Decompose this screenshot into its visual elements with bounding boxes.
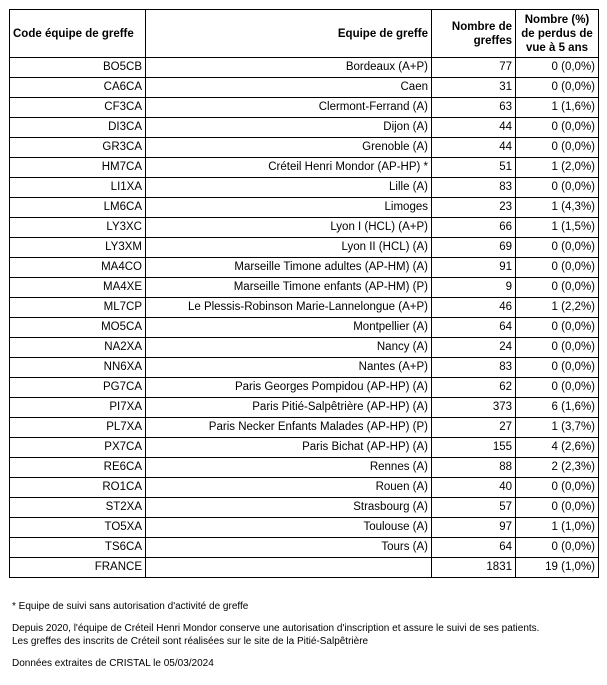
cell-code: RE6CA [10,458,146,478]
cell-count: 155 [432,438,516,458]
total-team [146,558,432,578]
cell-code: MA4XE [10,278,146,298]
header-lost: Nombre (%) de perdus de vue à 5 ans [516,10,599,58]
cell-code: PG7CA [10,378,146,398]
cell-lost: 4 (2,6%) [516,438,599,458]
table-body [10,58,599,558]
table-row [10,438,599,458]
cell-code: ML7CP [10,298,146,318]
cell-count: 24 [432,338,516,358]
cell-code: ST2XA [10,498,146,518]
footnote-creteil-1: Depuis 2020, l'équipe de Créteil Henri Mondor conserve une autorisation d'inscription et assure le suivi de ses patients. [12,623,540,634]
footnote-source: Données extraites de CRISTAL le 05/03/2024 [12,658,214,669]
cell-team: Clermont-Ferrand (A) [146,98,432,118]
table-row [10,418,599,438]
total-lost: 19 (1,0%) [516,558,599,578]
table-row [10,358,599,378]
header-team: Equipe de greffe [146,10,432,58]
cell-count: 83 [432,178,516,198]
cell-lost: 0 (0,0%) [516,138,599,158]
cell-code: RO1CA [10,478,146,498]
header-count: Nombre de greffes [432,10,516,58]
table-row [10,78,599,98]
cell-code: MO5CA [10,318,146,338]
cell-lost: 1 (2,2%) [516,298,599,318]
total-row [10,558,599,578]
cell-code: PX7CA [10,438,146,458]
table-row [10,138,599,158]
cell-code: PI7XA [10,398,146,418]
cell-team: Lille (A) [146,178,432,198]
table-row [10,98,599,118]
cell-lost: 1 (1,5%) [516,218,599,238]
cell-count: 66 [432,218,516,238]
cell-team: Toulouse (A) [146,518,432,538]
cell-team: Rennes (A) [146,458,432,478]
cell-count: 88 [432,458,516,478]
cell-code: LY3XM [10,238,146,258]
cell-lost: 2 (2,3%) [516,458,599,478]
table-row [10,118,599,138]
table-row [10,58,599,78]
transplant-table [9,9,599,578]
table-row [10,278,599,298]
cell-count: 44 [432,138,516,158]
cell-team: Paris Pitié-Salpêtrière (AP-HP) (A) [146,398,432,418]
cell-code: HM7CA [10,158,146,178]
cell-count: 64 [432,318,516,338]
cell-team: Le Plessis-Robinson Marie-Lannelongue (A+P) [146,298,432,318]
cell-code: DI3CA [10,118,146,138]
cell-lost: 0 (0,0%) [516,58,599,78]
cell-team: Nantes (A+P) [146,358,432,378]
cell-count: 97 [432,518,516,538]
cell-count: 51 [432,158,516,178]
table-row [10,158,599,178]
cell-code: TS6CA [10,538,146,558]
cell-lost: 0 (0,0%) [516,338,599,358]
cell-team: Lyon I (HCL) (A+P) [146,218,432,238]
cell-lost: 0 (0,0%) [516,498,599,518]
table-row [10,258,599,278]
cell-count: 77 [432,58,516,78]
cell-code: PL7XA [10,418,146,438]
cell-team: Grenoble (A) [146,138,432,158]
cell-lost: 1 (2,0%) [516,158,599,178]
table-row [10,318,599,338]
footnotes [12,600,602,670]
table-row [10,218,599,238]
cell-code: LY3XC [10,218,146,238]
cell-lost: 0 (0,0%) [516,358,599,378]
cell-team: Caen [146,78,432,98]
table-row [10,178,599,198]
cell-lost: 0 (0,0%) [516,538,599,558]
cell-team: Paris Bichat (AP-HP) (A) [146,438,432,458]
cell-team: Marseille Timone adultes (AP-HM) (A) [146,258,432,278]
header-row [10,10,599,58]
cell-count: 62 [432,378,516,398]
cell-lost: 0 (0,0%) [516,258,599,278]
cell-code: NN6XA [10,358,146,378]
cell-count: 46 [432,298,516,318]
table-row [10,378,599,398]
table-row [10,238,599,258]
cell-team: Lyon II (HCL) (A) [146,238,432,258]
cell-lost: 1 (1,0%) [516,518,599,538]
cell-team: Dijon (A) [146,118,432,138]
table-row [10,198,599,218]
total-code: FRANCE [10,558,146,578]
cell-lost: 0 (0,0%) [516,478,599,498]
cell-count: 9 [432,278,516,298]
table-row [10,518,599,538]
footnote-creteil-2: Les greffes des inscrits de Créteil sont réalisées sur le site de la Pitié-Salpêtrière [12,636,369,647]
cell-lost: 0 (0,0%) [516,278,599,298]
cell-count: 83 [432,358,516,378]
cell-team: Paris Georges Pompidou (AP-HP) (A) [146,378,432,398]
cell-count: 44 [432,118,516,138]
cell-lost: 0 (0,0%) [516,118,599,138]
table-row [10,458,599,478]
cell-code: CA6CA [10,78,146,98]
table-row [10,398,599,418]
cell-team: Strasbourg (A) [146,498,432,518]
footnote-star: * Equipe de suivi sans autorisation d'activité de greffe [12,601,249,612]
cell-code: TO5XA [10,518,146,538]
cell-code: LI1XA [10,178,146,198]
cell-count: 40 [432,478,516,498]
cell-team: Marseille Timone enfants (AP-HM) (P) [146,278,432,298]
table-row [10,538,599,558]
cell-team: Bordeaux (A+P) [146,58,432,78]
cell-lost: 6 (1,6%) [516,398,599,418]
cell-code: MA4CO [10,258,146,278]
cell-count: 63 [432,98,516,118]
cell-lost: 0 (0,0%) [516,178,599,198]
cell-count: 23 [432,198,516,218]
cell-count: 373 [432,398,516,418]
cell-code: CF3CA [10,98,146,118]
cell-team: Rouen (A) [146,478,432,498]
cell-lost: 0 (0,0%) [516,78,599,98]
header-code: Code équipe de greffe [10,10,146,58]
cell-lost: 0 (0,0%) [516,238,599,258]
cell-count: 27 [432,418,516,438]
cell-count: 57 [432,498,516,518]
table-row [10,498,599,518]
cell-lost: 1 (3,7%) [516,418,599,438]
cell-lost: 0 (0,0%) [516,318,599,338]
cell-team: Paris Necker Enfants Malades (AP-HP) (P) [146,418,432,438]
table-row [10,478,599,498]
cell-lost: 1 (1,6%) [516,98,599,118]
cell-team: Créteil Henri Mondor (AP-HP) * [146,158,432,178]
cell-lost: 1 (4,3%) [516,198,599,218]
total-count: 1831 [432,558,516,578]
cell-code: NA2XA [10,338,146,358]
cell-code: BO5CB [10,58,146,78]
cell-team: Tours (A) [146,538,432,558]
cell-count: 31 [432,78,516,98]
cell-team: Limoges [146,198,432,218]
table-row [10,298,599,318]
cell-team: Nancy (A) [146,338,432,358]
cell-lost: 0 (0,0%) [516,378,599,398]
cell-code: LM6CA [10,198,146,218]
cell-count: 64 [432,538,516,558]
cell-team: Montpellier (A) [146,318,432,338]
cell-code: GR3CA [10,138,146,158]
cell-count: 69 [432,238,516,258]
table-row [10,338,599,358]
cell-count: 91 [432,258,516,278]
